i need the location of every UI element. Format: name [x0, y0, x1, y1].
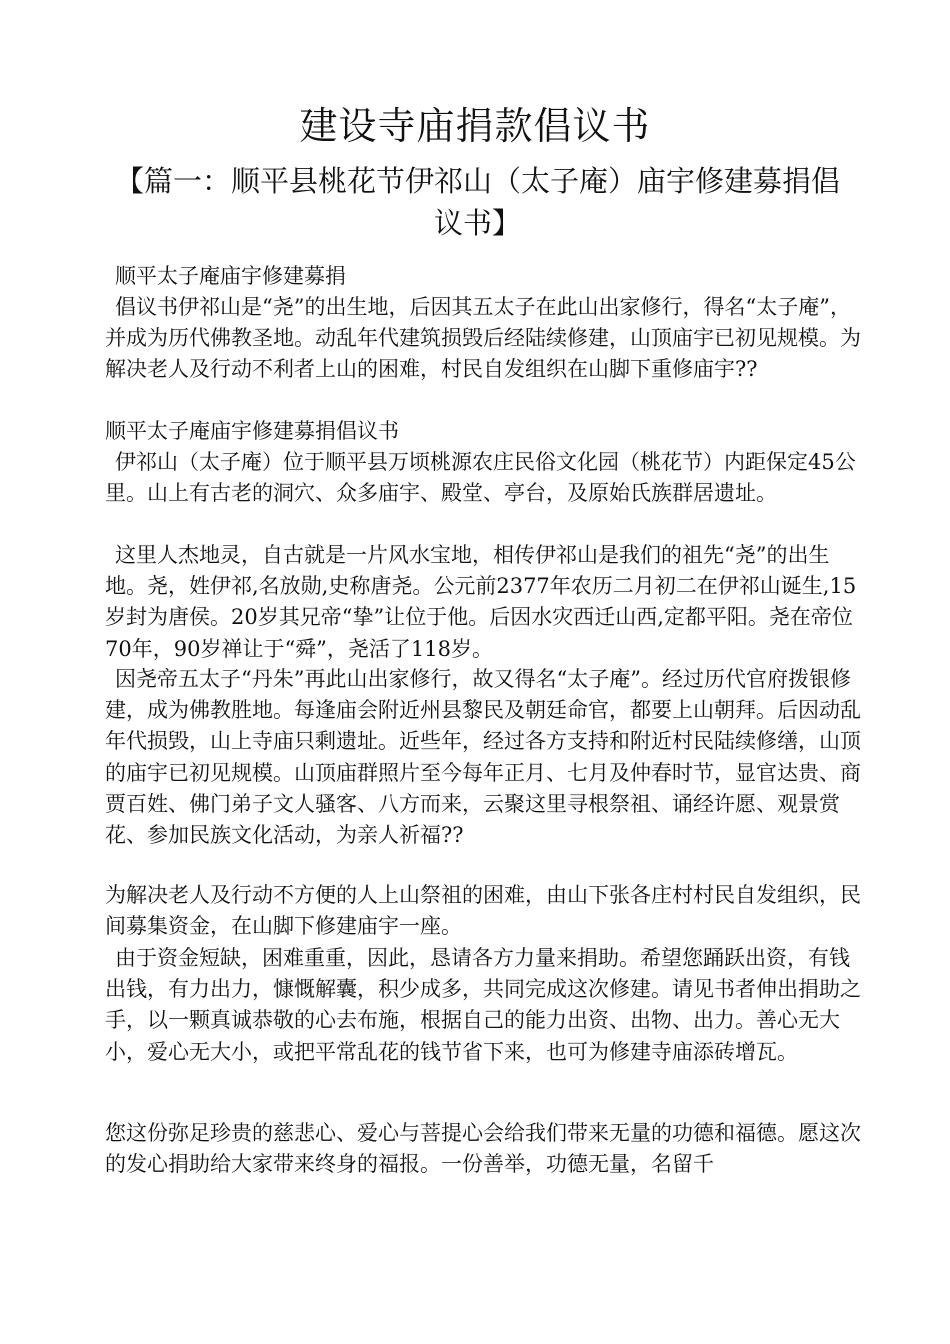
paragraph: 为解决老人及行动不方便的人上山祭祖的困难，由山下张各庄村村民自发组织，民间募集资金，在山脚下修建庙宇一座。	[105, 883, 861, 939]
paragraph: 您这份弥足珍贵的慈悲心、爱心与菩提心会给我们带来无量的功德和福德。愿这次的发心捐助给大家带来终身的福报。一份善举，功德无量，名留千	[105, 1121, 861, 1177]
paragraph: 顺平太子庵庙宇修建募捐倡议书	[105, 419, 399, 443]
paragraph: 这里人杰地灵，自古就是一片风水宝地，相传伊祁山是我们的祖先“尧”的出生地。尧，姓伊祁,名放勋,史称唐尧。公元前2377年农历二月初二在伊祁山诞生,15岁封为唐侯。20岁其兄帝“挚”让位于他。后因水灾西迁山西,定都平阳。尧在帝位70年，90岁禅让于“舜”，尧活了118岁。	[105, 543, 857, 661]
document-subtitle: 【篇一：顺平县桃花节伊祁山（太子庵）庙宇修建募捐倡议书】	[114, 164, 840, 240]
paragraph: 因尧帝五太子“丹朱”再此山出家修行，故又得名“太子庵”。经过历代官府拨银修建，成为佛教胜地。每逢庙会附近州县黎民及朝廷命官，都要上山朝拜。后因动乱年代损毁，山上寺庙只剩遗址。近些年，经过各方支持和附近村民陆续修缮，山顶的庙宇已初见规模。山顶庙群照片至今每年正月、七月及仲春时节，显官达贵、商贾百姓、佛门弟子文人骚客、八方而来，云聚这里寻根祭祖、诵经许愿、观景赏花、参加民族文化活动，为亲人祈福??	[105, 667, 861, 848]
document-title: 建设寺庙捐款倡议书	[299, 104, 651, 148]
paragraph: 顺平太子庵庙宇修建募捐	[115, 264, 346, 288]
paragraph: 倡议书伊祁山是“尧”的出生地，后因其五太子在此山出家修行，得名“太子庵”，并成为历代佛教圣地。动乱年代建筑损毁后经陆续修建，山顶庙宇已初见规模。为解决老人及行动不利者上山的困难，村民自发组织在山脚下重修庙宇??	[105, 295, 861, 382]
paragraph: 由于资金短缺，困难重重，因此，恳请各方力量来捐助。希望您踊跃出资，有钱出钱，有力出力，慷慨解囊，积少成多，共同完成这次修建。请见书者伸出捐助之手，以一颗真诚恭敬的心去布施，根据自己的能力出资、出物、出力。善心无大小，爱心无大小，或把平常乱花的钱节省下来，也可为修建寺庙添砖增瓦。	[105, 946, 861, 1064]
paragraph: 伊祁山（太子庵）位于顺平县万顷桃源农庄民俗文化园（桃花节）内距保定45公里。山上有古老的洞穴、众多庙宇、殿堂、亭台，及原始氏族群居遗址。	[105, 450, 856, 506]
